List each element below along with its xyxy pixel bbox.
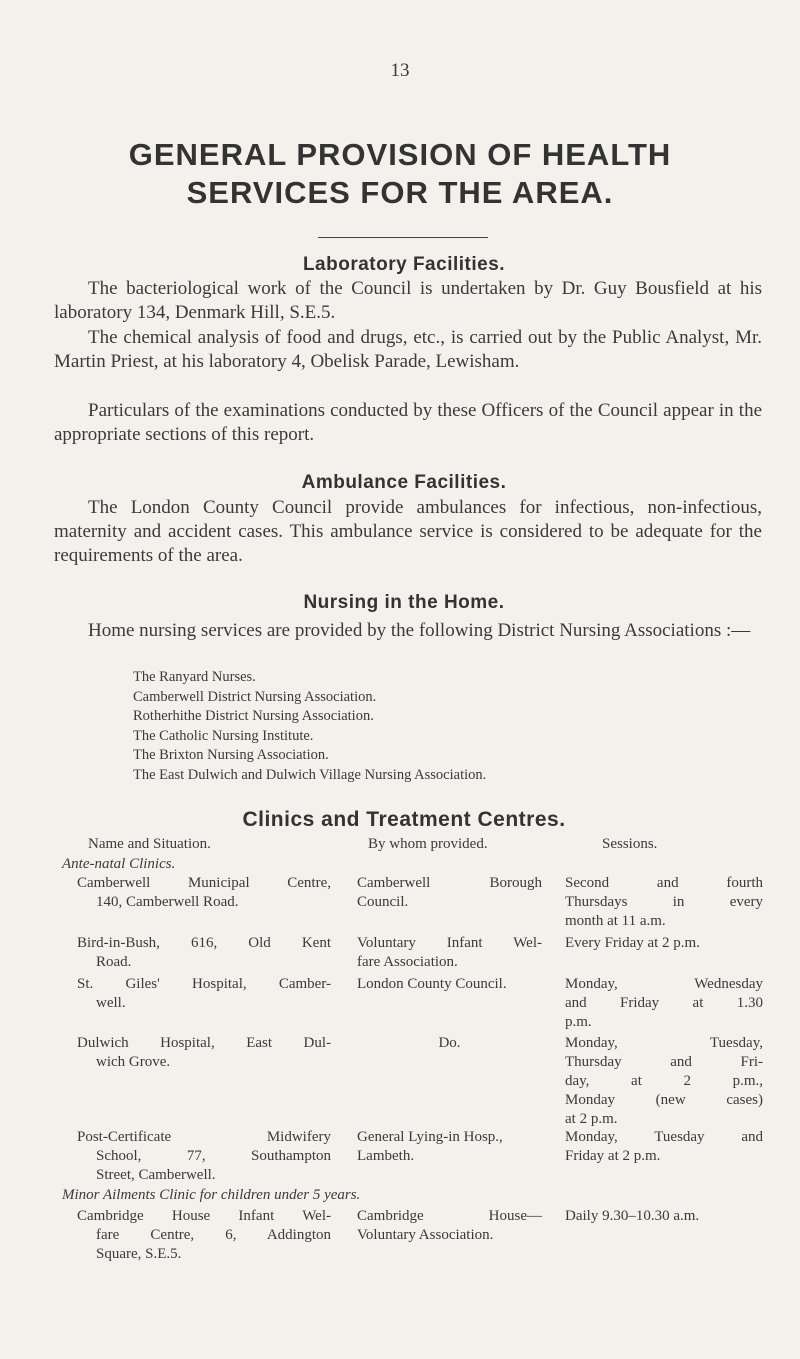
clinic-name: St. Giles' Hospital, Camber- [77,976,331,992]
title-line-2: SERVICES FOR THE AREA. [186,175,614,210]
nursing-association-list [133,668,486,785]
clinic-address: Street, Camberwell. [96,1167,216,1183]
list-item: The Catholic Nursing Institute. [133,727,314,744]
list-item: The Brixton Nursing Association. [133,747,329,763]
ambulance-heading: Ambulance Facilities. [301,472,507,493]
list-item: Rotherhithe District Nursing Association. [133,708,374,724]
clinic-provider: Camberwell Borough Council. [357,875,542,910]
laboratory-paragraph-3: Particulars of the examinations conducted by these Officers of the Council appear in the appropriate sections of this report. [54,400,762,445]
table-row [77,1034,331,1072]
title-line-1: GENERAL PROVISION OF HEALTH [128,137,672,172]
page-title [0,136,800,212]
clinic-address: well. [96,995,126,1011]
clinic-address: Square, S.E.5. [96,1246,182,1262]
clinic-address: School, 77, Southampton [96,1148,331,1164]
table-row [77,1128,331,1185]
clinic-address: 140, Camberwell Road. [96,894,239,910]
nursing-paragraph: Home nursing services are provided by the following District Nursing Associations :— [88,620,751,641]
column-header-sessions: Sessions. [602,836,658,852]
clinic-name: Post-Certificate Midwifery [77,1129,331,1145]
title-divider [318,237,488,238]
laboratory-paragraph-1: The bacteriological work of the Council is undertaken by Dr. Guy Bousfield at his laboratory 134, Denmark Hill, S.E.5. [54,278,762,323]
clinic-name: Camberwell Municipal Centre, [77,875,331,891]
list-item: Camberwell District Nursing Association. [133,688,377,705]
clinic-name: Cambridge House Infant Wel- [77,1208,331,1224]
list-item: The East Dulwich and Dulwich Village Nursing Association. [133,766,487,783]
ambulance-paragraph: The London County Council provide ambulances for infectious, non-infectious, maternity and accident cases. This ambulance service is considered to be adequate for the requirements of the area. [54,497,762,566]
clinic-name: Bird-in-Bush, 616, Old Kent [77,935,331,951]
table-row [77,934,331,972]
clinic-provider: Cambridge House— Voluntary Association. [357,1208,542,1243]
laboratory-heading: Laboratory Facilities. [302,254,506,275]
clinic-sessions: Daily 9.30–10.30 a.m. [565,1208,700,1224]
clinic-sessions: Monday, Tuesday and Friday at 2 p.m. [565,1129,763,1164]
laboratory-paragraph-2: The chemical analysis of food and drugs, etc., is carried out by the Public Analyst, Mr. Martin Priest, at his laboratory 4, Obelisk Parade, Lewisham. [54,327,762,372]
table-row [77,1207,331,1264]
minor-ailments-subheading: Minor Ailments Clinic for children under 5 years. [62,1187,361,1203]
clinic-address: wich Grove. [96,1054,171,1070]
column-header-provider: By whom provided. [368,836,488,852]
page-number: 13 [390,60,410,81]
nursing-heading: Nursing in the Home. [303,592,505,613]
clinic-address: fare Centre, 6, Addington [96,1227,331,1243]
table-row [77,874,331,912]
clinics-heading: Clinics and Treatment Centres. [242,808,566,831]
clinic-sessions: Monday, Wednesday and Friday at 1.30 p.m. [565,976,763,1030]
table-row [77,975,331,1013]
clinic-address: Road. [96,954,132,970]
clinic-sessions: Every Friday at 2 p.m. [565,935,700,951]
antenatal-subheading: Ante-natal Clinics. [62,856,176,872]
clinic-provider: Do. [438,1035,461,1051]
clinic-provider: London County Council. [357,976,507,992]
column-header-name: Name and Situation. [88,836,211,852]
list-item: The Ranyard Nurses. [133,669,256,685]
clinic-name: Dulwich Hospital, East Dul- [77,1035,331,1051]
clinic-sessions: Monday, Tuesday, Thursday and Fri- day, at 2 p.m., Monday (new cases) at 2 p.m. [565,1035,763,1127]
clinic-provider: General Lying-in Hosp., Lambeth. [357,1129,503,1164]
clinic-provider: Voluntary Infant Wel- fare Association. [357,935,542,970]
clinic-sessions: Second and fourth Thursdays in every month at 11 a.m. [565,875,763,929]
